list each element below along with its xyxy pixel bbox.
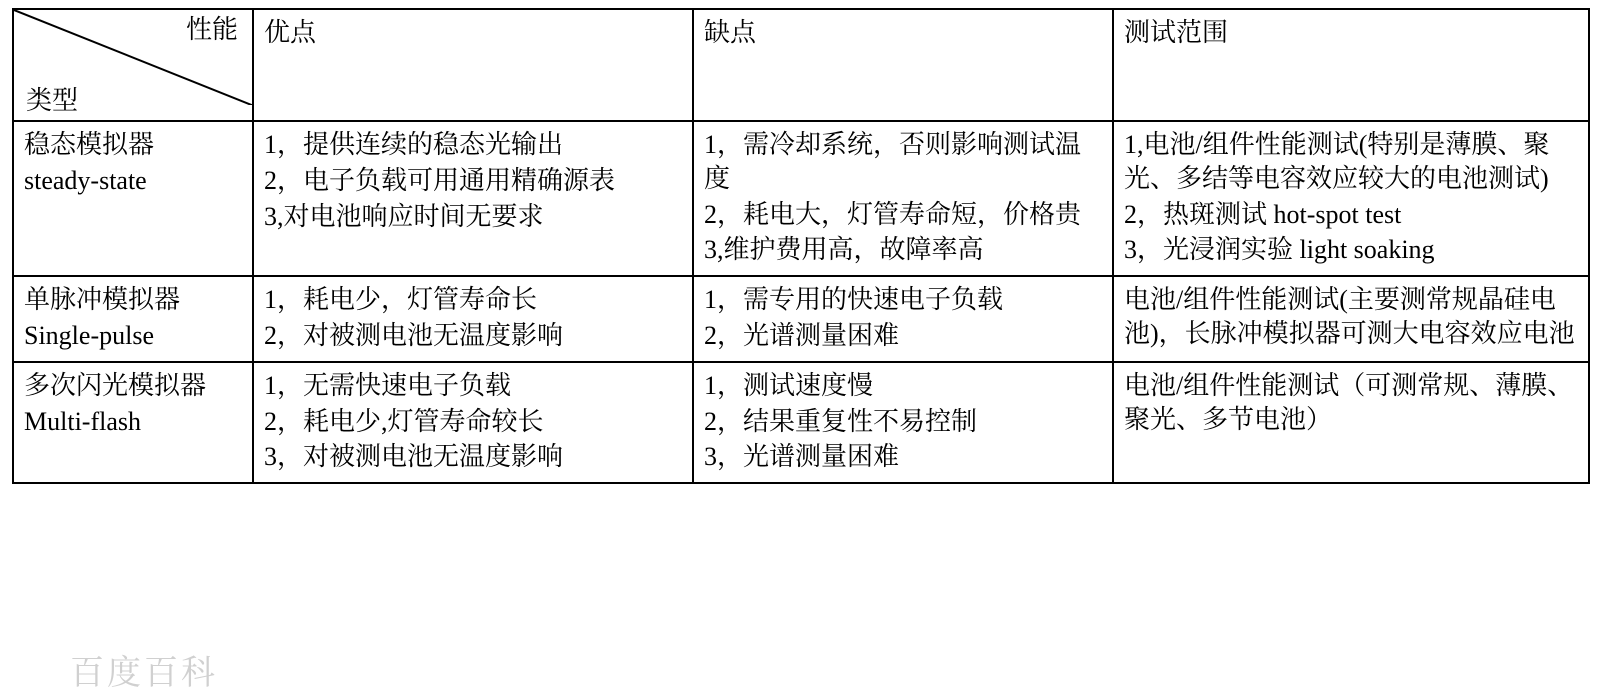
list-item: 3,维护费用高，故障率高 [704, 235, 984, 265]
cell-disadvantages [693, 276, 1113, 362]
list-item: 1，无需快速电子负载 [264, 370, 512, 400]
list-item: 2，耗电大，灯管寿命短，价格贵 [704, 199, 1082, 229]
list-item: 1，耗电少，灯管寿命长 [264, 285, 538, 315]
table-header-row [13, 9, 1589, 121]
row-label-cn: 单脉冲模拟器 [24, 285, 181, 315]
column-header-test-scope: 测试范围 [1113, 9, 1589, 121]
table-row [13, 276, 1589, 362]
cell-test-scope [1113, 276, 1589, 362]
column-header-disadvantages: 缺点 [693, 9, 1113, 121]
list-item: 3，光浸润实验 light soaking [1124, 235, 1435, 265]
cell-advantages [253, 362, 693, 483]
row-label-en: Multi-flash [24, 406, 141, 436]
list-item: 2，对被测电池无温度影响 [264, 320, 564, 350]
list-item: 1，需冷却系统，否则影响测试温度 [704, 130, 1082, 193]
list-item: 1，测试速度慢 [704, 370, 874, 400]
row-label-single-pulse [13, 276, 253, 362]
list-item: 2，光谱测量困难 [704, 320, 900, 350]
table-row [13, 362, 1589, 483]
cell-advantages [253, 276, 693, 362]
list-item: 3,对电池响应时间无要求 [264, 201, 544, 231]
comparison-table [12, 8, 1590, 484]
list-item: 2，电子负载可用通用精确源表 [264, 165, 616, 195]
list-item: 1，需专用的快速电子负载 [704, 285, 1004, 315]
row-label-en: steady-state [24, 165, 147, 195]
list-item: 1，提供连续的稳态光输出 [264, 130, 564, 159]
row-label-steady-state [13, 121, 253, 276]
corner-header-cell [13, 9, 253, 121]
list-item: 1,电池/组件性能测试(特别是薄膜、聚光、多结等电容效应较大的电池测试) [1124, 130, 1550, 193]
cell-test-scope [1113, 362, 1589, 483]
row-label-multi-flash [13, 362, 253, 483]
list-item: 电池/组件性能测试(主要测常规晶硅电池)，长脉冲模拟器可测大电容效应电池 [1124, 285, 1575, 348]
list-item: 3，光谱测量困难 [704, 442, 900, 472]
list-item: 2，结果重复性不易控制 [704, 406, 978, 436]
row-label-en: Single-pulse [24, 320, 154, 350]
watermark: 百度百科 [70, 654, 218, 692]
cell-test-scope [1113, 121, 1589, 276]
table-row [13, 121, 1589, 276]
column-header-advantages: 优点 [253, 9, 693, 121]
corner-type-label: 类型 [26, 85, 79, 115]
list-item: 电池/组件性能测试（可测常规、薄膜、聚光、多节电池） [1124, 370, 1574, 434]
cell-advantages [253, 121, 693, 276]
row-label-cn: 多次闪光模拟器 [24, 370, 207, 400]
cell-disadvantages [693, 362, 1113, 483]
corner-performance-label: 性能 [185, 15, 238, 44]
list-item: 2，耗电少,灯管寿命较长 [264, 406, 544, 436]
list-item: 2，热斑测试 hot-spot test [1124, 199, 1402, 229]
cell-disadvantages [693, 121, 1113, 276]
row-label-cn: 稳态模拟器 [24, 130, 155, 159]
list-item: 3，对被测电池无温度影响 [264, 442, 564, 472]
